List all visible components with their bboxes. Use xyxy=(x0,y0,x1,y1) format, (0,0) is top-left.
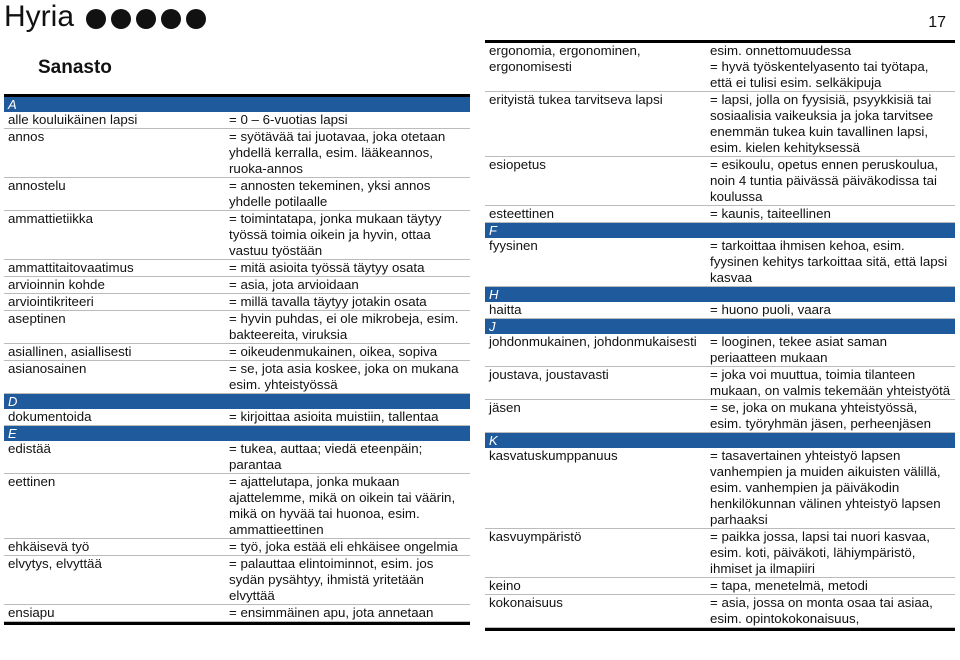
letter-header xyxy=(485,287,955,303)
glossary-term: ehkäisevä työ xyxy=(4,539,225,556)
glossary-entry xyxy=(485,302,955,319)
glossary-entry xyxy=(4,112,470,129)
glossary-term: kokonaisuus xyxy=(485,595,706,628)
glossary-entry xyxy=(485,367,955,400)
glossary-definition: = oikeudenmukainen, oikea, sopiva xyxy=(225,344,470,361)
brand-logo xyxy=(4,0,206,34)
glossary-term: johdonmukainen, johdonmukaisesti xyxy=(485,334,706,367)
glossary-entry xyxy=(4,539,470,556)
glossary-definition: = työ, joka estää eli ehkäisee ongelmia xyxy=(225,539,470,556)
glossary-term: alle kouluikäinen lapsi xyxy=(4,112,225,129)
glossary-term: ammattitaitovaatimus xyxy=(4,260,225,277)
glossary-term: annos xyxy=(4,129,225,178)
glossary-entry xyxy=(4,556,470,605)
letter-label: F xyxy=(485,223,955,239)
glossary-term: esteettinen xyxy=(485,206,706,223)
letter-label: D xyxy=(4,394,470,410)
glossary-entry xyxy=(485,400,955,433)
letter-header xyxy=(4,97,470,112)
letter-header xyxy=(485,319,955,335)
filled-circle-icon xyxy=(86,9,106,29)
letter-label: E xyxy=(4,426,470,442)
glossary-term: ammattietiikka xyxy=(4,211,225,260)
glossary-entry xyxy=(4,409,470,426)
glossary-definition: = kirjoittaa asioita muistiin, tallentaa xyxy=(225,409,470,426)
glossary-term: fyysinen xyxy=(485,238,706,287)
glossary-term: keino xyxy=(485,578,706,595)
glossary-entry xyxy=(485,43,955,92)
glossary-entry xyxy=(485,529,955,578)
glossary-entry xyxy=(4,605,470,622)
glossary-definition: = joka voi muuttua, toimia tilanteen mukaan, on valmis tekemään yhteistyötä xyxy=(706,367,955,400)
letter-header xyxy=(485,223,955,239)
glossary-definition: = asia, jossa on monta osaa tai asiaa, esim. opintokokonaisuus, xyxy=(706,595,955,628)
brand-name: Hyria xyxy=(4,0,75,33)
glossary-term: arviointikriteeri xyxy=(4,294,225,311)
glossary-entry xyxy=(4,474,470,539)
letter-label: K xyxy=(485,433,955,449)
glossary-definition: = se, jota asia koskee, joka on mukana esim. yhteistyössä xyxy=(225,361,470,394)
glossary-entry xyxy=(4,129,470,178)
letter-header xyxy=(4,426,470,442)
letter-label: A xyxy=(4,97,470,112)
filled-circle-icon xyxy=(161,9,181,29)
glossary-definition: = hyvin puhdas, ei ole mikrobeja, esim. bakteereita, viruksia xyxy=(225,311,470,344)
glossary-definition: = lapsi, jolla on fyysisiä, psyykkisiä tai sosiaalisia vaikeuksia ja joka tarvitsee enemmän tukea kuin tavallinen lapsi, esim. kielen kehityksessä xyxy=(706,92,955,157)
glossary-entry xyxy=(4,294,470,311)
glossary-term: haitta xyxy=(485,302,706,319)
glossary-definition: = mitä asioita työssä täytyy osata xyxy=(225,260,470,277)
glossary-definition: = palauttaa elintoiminnot, esim. jos sydän pysähtyy, ihmistä yritetään elvyttää xyxy=(225,556,470,605)
glossary-term: ensiapu xyxy=(4,605,225,622)
letter-label: J xyxy=(485,319,955,335)
glossary-definition: = esikoulu, opetus ennen peruskoulua, noin 4 tuntia päivässä päiväkodissa tai koulussa xyxy=(706,157,955,206)
glossary-entry xyxy=(4,441,470,474)
glossary-definition: = tarkoittaa ihmisen kehoa, esim. fyysinen kehitys tarkoittaa sitä, että lapsi kasvaa xyxy=(706,238,955,287)
glossary-definition: = ajattelutapa, jonka mukaan ajattelemme, mikä on oikein tai väärin, mikä on hyvää tai huonoa, esim. ammattieettinen xyxy=(225,474,470,539)
glossary-entry xyxy=(485,595,955,628)
right-bottom-rule xyxy=(485,628,955,631)
glossary-definition: = huono puoli, vaara xyxy=(706,302,955,319)
glossary-term: ergonomia, ergonominen, ergonomisesti xyxy=(485,43,706,92)
glossary-entry xyxy=(485,92,955,157)
glossary-term: asiallinen, asiallisesti xyxy=(4,344,225,361)
glossary-term: kasvuympäristö xyxy=(485,529,706,578)
glossary-term: elvytys, elvyttää xyxy=(4,556,225,605)
glossary-term: annostelu xyxy=(4,178,225,211)
glossary-term: joustava, joustavasti xyxy=(485,367,706,400)
glossary-term: edistää xyxy=(4,441,225,474)
page-number: 17 xyxy=(928,14,946,31)
glossary-definition: = tapa, menetelmä, metodi xyxy=(706,578,955,595)
glossary-entry xyxy=(4,277,470,294)
glossary-entry xyxy=(485,206,955,223)
glossary-entry xyxy=(485,157,955,206)
glossary-definition: = ensimmäinen apu, jota annetaan xyxy=(225,605,470,622)
glossary-table-left xyxy=(4,97,470,622)
glossary-term: erityistä tukea tarvitseva lapsi xyxy=(485,92,706,157)
glossary-entry xyxy=(4,211,470,260)
glossary-definition: esim. onnettomuudessa = hyvä työskentelyasento tai työtapa, että ei tulisi esim. selkäkipuja xyxy=(706,43,955,92)
glossary-right-column xyxy=(485,43,955,628)
glossary-entry xyxy=(4,361,470,394)
glossary-term: kasvatuskumppanuus xyxy=(485,448,706,529)
filled-circle-icon xyxy=(111,9,131,29)
letter-header xyxy=(4,394,470,410)
glossary-entry xyxy=(485,448,955,529)
glossary-definition: = se, joka on mukana yhteistyössä, esim. työryhmän jäsen, perheenjäsen xyxy=(706,400,955,433)
glossary-term: arvioinnin kohde xyxy=(4,277,225,294)
glossary-definition: = kaunis, taiteellinen xyxy=(706,206,955,223)
glossary-entry xyxy=(4,344,470,361)
glossary-definition: = syötävää tai juotavaa, joka otetaan yhdellä kerralla, esim. lääkeannos, ruoka-annos xyxy=(225,129,470,178)
glossary-term: jäsen xyxy=(485,400,706,433)
glossary-definition: = toimintatapa, jonka mukaan täytyy työssä toimia oikein ja hyvin, ottaa vastuu työstään xyxy=(225,211,470,260)
glossary-table-right xyxy=(485,43,955,628)
glossary-entry xyxy=(4,311,470,344)
glossary-definition: = 0 – 6-vuotias lapsi xyxy=(225,112,470,129)
glossary-definition: = tukea, auttaa; viedä eteenpäin; parantaa xyxy=(225,441,470,474)
glossary-term: aseptinen xyxy=(4,311,225,344)
glossary-definition: = millä tavalla täytyy jotakin osata xyxy=(225,294,470,311)
glossary-entry xyxy=(485,334,955,367)
glossary-entry xyxy=(4,178,470,211)
left-bottom-rule xyxy=(4,622,470,625)
glossary-entry xyxy=(4,260,470,277)
glossary-definition: = paikka jossa, lapsi tai nuori kasvaa, esim. koti, päiväkoti, lähiympäristö, ihmiset ja ilmapiiri xyxy=(706,529,955,578)
glossary-definition: = annosten tekeminen, yksi annos yhdelle potilaalle xyxy=(225,178,470,211)
glossary-definition: = looginen, tekee asiat saman periaatteen mukaan xyxy=(706,334,955,367)
page-title: Sanasto xyxy=(38,57,112,78)
glossary-term: esiopetus xyxy=(485,157,706,206)
glossary-entry xyxy=(485,238,955,287)
glossary-definition: = tasavertainen yhteistyö lapsen vanhempien ja muiden aikuisten välillä, esim. vanhempien ja päiväkodin henkilökunnan välinen yhteistyö lapsen parhaaksi xyxy=(706,448,955,529)
glossary-left-column xyxy=(4,97,470,622)
glossary-definition: = asia, jota arvioidaan xyxy=(225,277,470,294)
glossary-term: dokumentoida xyxy=(4,409,225,426)
glossary-entry xyxy=(485,578,955,595)
letter-header xyxy=(485,433,955,449)
glossary-term: eettinen xyxy=(4,474,225,539)
letter-label: H xyxy=(485,287,955,303)
filled-circle-icon xyxy=(186,9,206,29)
brand-dots xyxy=(86,9,206,29)
glossary-term: asianosainen xyxy=(4,361,225,394)
filled-circle-icon xyxy=(136,9,156,29)
